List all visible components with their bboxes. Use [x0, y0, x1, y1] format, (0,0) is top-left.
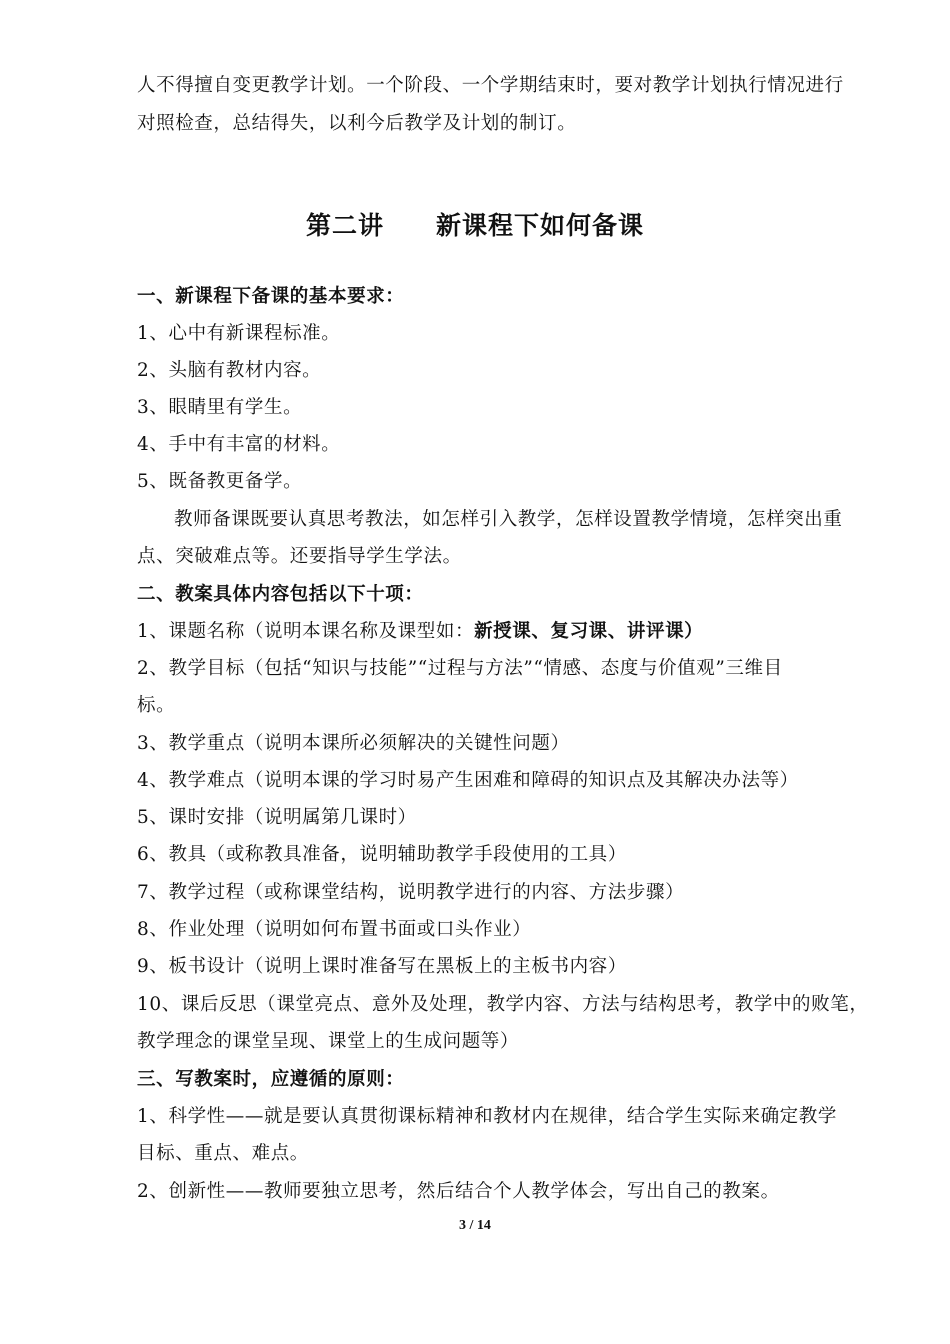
principle-1-line-1: 1、科学性——就是要认真贯彻课标精神和教材内在规律，结合学生实际来确定教学 — [137, 1106, 837, 1127]
section-1-heading: 一、新课程下备课的基本要求： — [137, 286, 405, 307]
intro-line-2: 对照检查，总结得失，以利今后教学及计划的制订。 — [137, 113, 577, 134]
section-1-paragraph-line-1: 教师备课既要认真思考教法，如怎样引入教学，怎样设置教学情境，怎样突出重 — [174, 509, 843, 530]
lesson-plan-item-1 — [137, 619, 849, 645]
principle-2: 2、创新性——教师要独立思考，然后结合个人教学体会，写出自己的教案。 — [137, 1181, 780, 1202]
section-3-heading: 三、写教案时，应遵循的原则： — [137, 1069, 405, 1090]
lesson-plan-item-3: 3、教学重点（说明本课所必须解决的关键性问题） — [137, 733, 570, 754]
item-1-text: 1、课题名称（说明本课名称及课型如： — [137, 621, 475, 642]
intro-line-1: 人不得擅自变更教学计划。一个阶段、一个学期结束时，要对教学计划执行情况进行 — [137, 75, 844, 96]
lesson-plan-item-8: 8、作业处理（说明如何布置书面或口头作业） — [137, 919, 532, 940]
requirement-item: 5、既备教更备学。 — [137, 471, 303, 492]
page-number: 3 / 14 — [459, 1218, 491, 1233]
lesson-plan-item-7: 7、教学过程（或称课堂结构，说明教学进行的内容、方法步骤） — [137, 882, 685, 903]
lesson-plan-item-10-line-1: 10、课后反思（课堂亮点、意外及处理，教学内容、方法与结构思考，教学中的败笔， — [137, 994, 869, 1015]
requirement-item: 4、手中有丰富的材料。 — [137, 434, 341, 455]
requirement-item: 2、头脑有教材内容。 — [137, 360, 322, 381]
section-2-heading: 二、教案具体内容包括以下十项： — [137, 584, 424, 605]
lesson-plan-item-4: 4、教学难点（说明本课的学习时易产生困难和障碍的知识点及其解决办法等） — [137, 770, 799, 791]
lesson-plan-item-6: 6、教具（或称教具准备，说明辅助教学手段使用的工具） — [137, 844, 627, 865]
lecture-title: 第二讲 新课程下如何备课 — [305, 211, 644, 240]
lesson-plan-item-10-line-2: 教学理念的课堂呈现、课堂上的生成问题等） — [137, 1031, 520, 1052]
section-1-paragraph-line-2: 点、突破难点等。还要指导学生学法。 — [137, 546, 462, 567]
lesson-plan-item-2-line-1: 2、教学目标（包括“知识与技能”“过程与方法”“情感、态度与价值观”三维目 — [137, 658, 783, 679]
requirement-item: 1、心中有新课程标准。 — [137, 323, 341, 344]
lesson-plan-item-2-line-2: 标。 — [137, 695, 176, 716]
item-1-course-types: 新授课、复习课、讲评课） — [474, 621, 704, 642]
principle-1-line-2: 目标、重点、难点。 — [137, 1143, 309, 1164]
lesson-plan-item-5: 5、课时安排（说明属第几课时） — [137, 807, 417, 828]
requirement-item: 3、眼睛里有学生。 — [137, 397, 303, 418]
lesson-plan-item-9: 9、板书设计（说明上课时准备写在黑板上的主板书内容） — [137, 956, 627, 977]
